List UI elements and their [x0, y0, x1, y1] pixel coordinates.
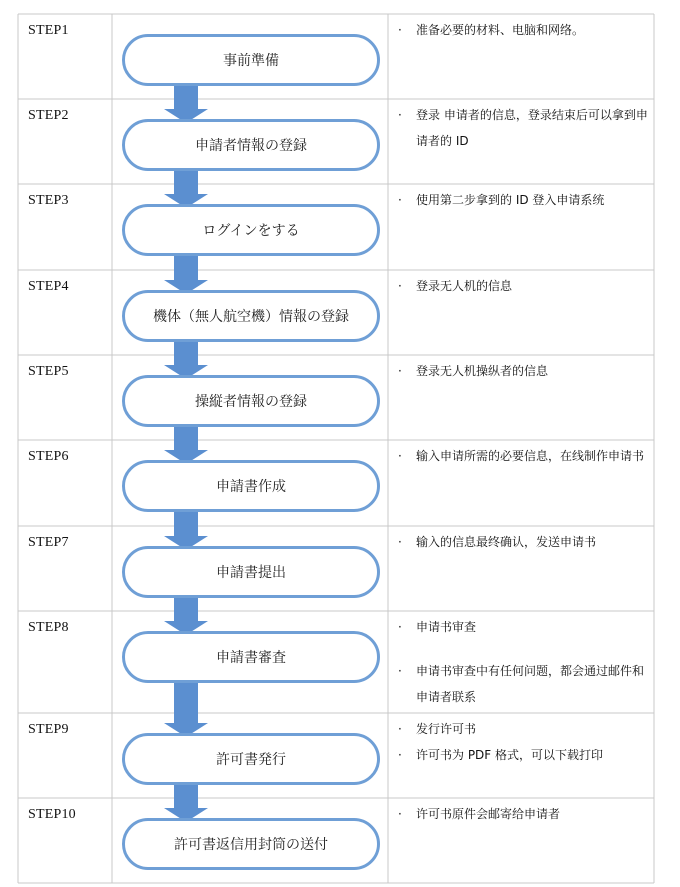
note-item [398, 358, 650, 384]
note-text: 输入申请所需的必要信息，在线制作申请书 [416, 449, 645, 463]
step-note [398, 443, 650, 469]
step-label: STEP10 [28, 807, 76, 822]
bullet-icon: · [398, 748, 402, 762]
step-note [398, 273, 650, 299]
note-item [398, 443, 650, 469]
bullet-icon: · [398, 108, 402, 122]
step-box-text: 操縦者情報の登録 [195, 394, 307, 410]
step-box [122, 818, 380, 870]
step-box-text: 許可書返信用封筒の送付 [174, 837, 328, 853]
step-label: STEP7 [28, 535, 69, 550]
step-note [398, 614, 650, 710]
bullet-icon: · [398, 664, 402, 678]
note-text: 许可书为 PDF 格式，可以下载打印 [416, 748, 604, 762]
bullet-icon: · [398, 449, 402, 463]
note-text: 登录无人机的信息 [416, 279, 513, 293]
note-text: 输入的信息最终确认，发送申请书 [416, 535, 597, 549]
flow-arrow-6 [164, 510, 208, 550]
flow-arrow-2 [164, 169, 208, 208]
note-text: 发行许可书 [416, 722, 477, 736]
flow-arrow-7 [164, 596, 208, 635]
note-item [398, 742, 650, 768]
note-item [398, 614, 650, 640]
note-text: 许可书原件会邮寄给申请者 [416, 807, 561, 821]
note-text: 准备必要的材料、电脑和网络。 [416, 23, 585, 37]
note-text: 登录无人机操纵者的信息 [416, 364, 549, 378]
flow-arrow-5 [164, 425, 208, 464]
note-item [398, 529, 650, 555]
step-note [398, 187, 650, 213]
bullet-icon: · [398, 279, 402, 293]
step-note [398, 529, 650, 555]
step-label: STEP1 [28, 23, 69, 38]
note-text: 使用第二步拿到的 ID 登入申请系统 [416, 193, 605, 207]
bullet-icon: · [398, 722, 402, 736]
step-box [122, 290, 380, 342]
note-item [398, 658, 650, 710]
step-box [122, 631, 380, 683]
bullet-icon: · [398, 807, 402, 821]
step-box-text: 事前準備 [223, 53, 279, 69]
step-note [398, 102, 650, 154]
bullet-icon: · [398, 364, 402, 378]
step-box [122, 733, 380, 785]
step-box-text: 申請書提出 [216, 565, 286, 581]
bullet-icon: · [398, 23, 402, 37]
flow-arrow-9 [164, 783, 208, 822]
step-note [398, 801, 650, 827]
step-note [398, 17, 650, 43]
note-item [398, 17, 650, 43]
step-box [122, 204, 380, 256]
step-box-text: 許可書発行 [216, 752, 286, 768]
step-label: STEP4 [28, 279, 69, 294]
flow-arrow-8 [164, 681, 208, 737]
note-item [398, 187, 650, 213]
note-text: 申请书审查中有任何问题，都会通过邮件和申请者联系 [416, 664, 645, 704]
step-label: STEP9 [28, 722, 69, 737]
step-label: STEP2 [28, 108, 69, 123]
step-box-text: 申請書審査 [216, 650, 286, 666]
note-text: 申请书审查 [416, 620, 477, 634]
flow-arrow-4 [164, 340, 208, 379]
flow-arrow-3 [164, 254, 208, 294]
step-box [122, 375, 380, 427]
step-label: STEP8 [28, 620, 69, 635]
note-item [398, 801, 650, 827]
step-box [122, 460, 380, 512]
step-label: STEP6 [28, 449, 69, 464]
step-note [398, 716, 650, 768]
step-box [122, 34, 380, 86]
step-box-text: ログインをする [202, 223, 300, 239]
flow-arrow-1 [164, 84, 208, 123]
step-label: STEP3 [28, 193, 69, 208]
bullet-icon: · [398, 193, 402, 207]
step-box-text: 申請者情報の登録 [195, 138, 307, 154]
note-item [398, 716, 650, 742]
bullet-icon: · [398, 535, 402, 549]
step-box-text: 機体（無人航空機）情報の登録 [153, 309, 349, 325]
step-box [122, 546, 380, 598]
step-note [398, 358, 650, 384]
bullet-icon: · [398, 620, 402, 634]
step-label: STEP5 [28, 364, 69, 379]
note-item [398, 102, 650, 154]
note-item [398, 273, 650, 299]
step-box [122, 119, 380, 171]
step-box-text: 申請書作成 [216, 479, 286, 495]
note-text: 登录 申请者的信息，登录结束后可以拿到申请者的 ID [416, 108, 648, 148]
